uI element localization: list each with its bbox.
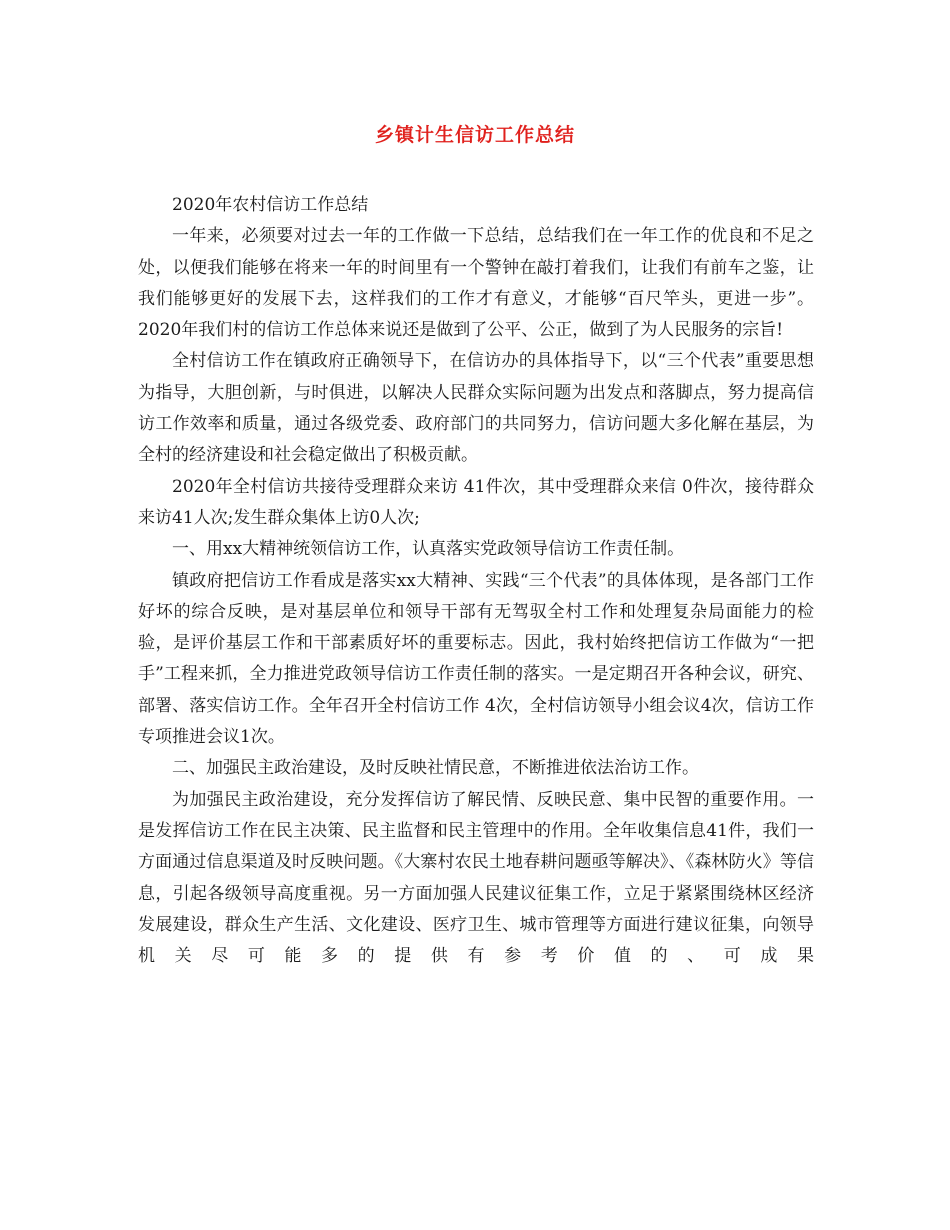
paragraph-intro: 一年来，必须要对过去一年的工作做一下总结，总结我们在一年工作的优良和不足之处，以便我们能够在将来一年的时间里有一个警钟在敲打着我们，让我们有前车之鉴，让我们能够更好的发展下去，这样我们的工作才有意义，才能够“百尺竿头，更进一步”。2020年我们村的信访工作总体来说还是做到了公平、公正，做到了为人民服务的宗旨! (138, 226, 814, 341)
document-body (138, 190, 814, 972)
paragraph-subtitle: 2020年农村信访工作总结 (172, 195, 369, 215)
section-heading-1: 一、用xx大精神统领信访工作，认真落实党政领导信访工作责任制。 (172, 539, 685, 560)
section-heading-2: 二、加强民主政治建设，及时反映社情民意，不断推进依法治访工作。 (172, 758, 699, 779)
document-title: 乡镇计生信访工作总结 (374, 124, 575, 146)
paragraph-overview: 全村信访工作在镇政府正确领导下，在信访办的具体指导下，以“三个代表”重要思想为指导，大胆创新，与时俱进，以解决人民群众实际问题为出发点和落脚点，努力提高信访工作效率和质量，通过各级党委、政府部门的共同努力，信访问题大多化解在基层，为全村的经济建设和社会稳定做出了积极贡献。 (138, 351, 814, 466)
paragraph-statistics: 2020年全村信访共接待受理群众来访 41件次，其中受理群众来信 0件次，接待群众来访41人次;发生群众集体上访0人次; (138, 476, 814, 528)
paragraph-section-2: 为加强民主政治建设，充分发挥信访了解民情、反映民意、集中民智的重要作用。一是发挥信访工作在民主决策、民主监督和民主管理中的作用。全年收集信息41件，我们一方面通过信息渠道及时反映问题。《大寨村农民土地春耕问题亟等解决》、《森林防火》等信息，引起各级领导高度重视。另一方面加强人民建议征集工作，立足于紧紧围绕林区经济发展建设，群众生产生活、文化建设、医疗卫生、城市管理等方面进行建议征集，向领导机关尽可能多的提供有参考价值的、可成果 (138, 789, 814, 967)
paragraph-section-1: 镇政府把信访工作看成是落实xx大精神、实践“三个代表”的具体体现，是各部门工作好坏的综合反映，是对基层单位和领导干部有无驾驭全村工作和处理复杂局面能力的检验，是评价基层工作和干部素质好坏的重要标志。因此，我村始终把信访工作做为“一把手”工程来抓，全力推进党政领导信访工作责任制的落实。一是定期召开各种会议，研究、部署、落实信访工作。全年召开全村信访工作 4次，全村信访领导小组会议4次，信访工作专项推进会议1次。 (138, 570, 814, 748)
